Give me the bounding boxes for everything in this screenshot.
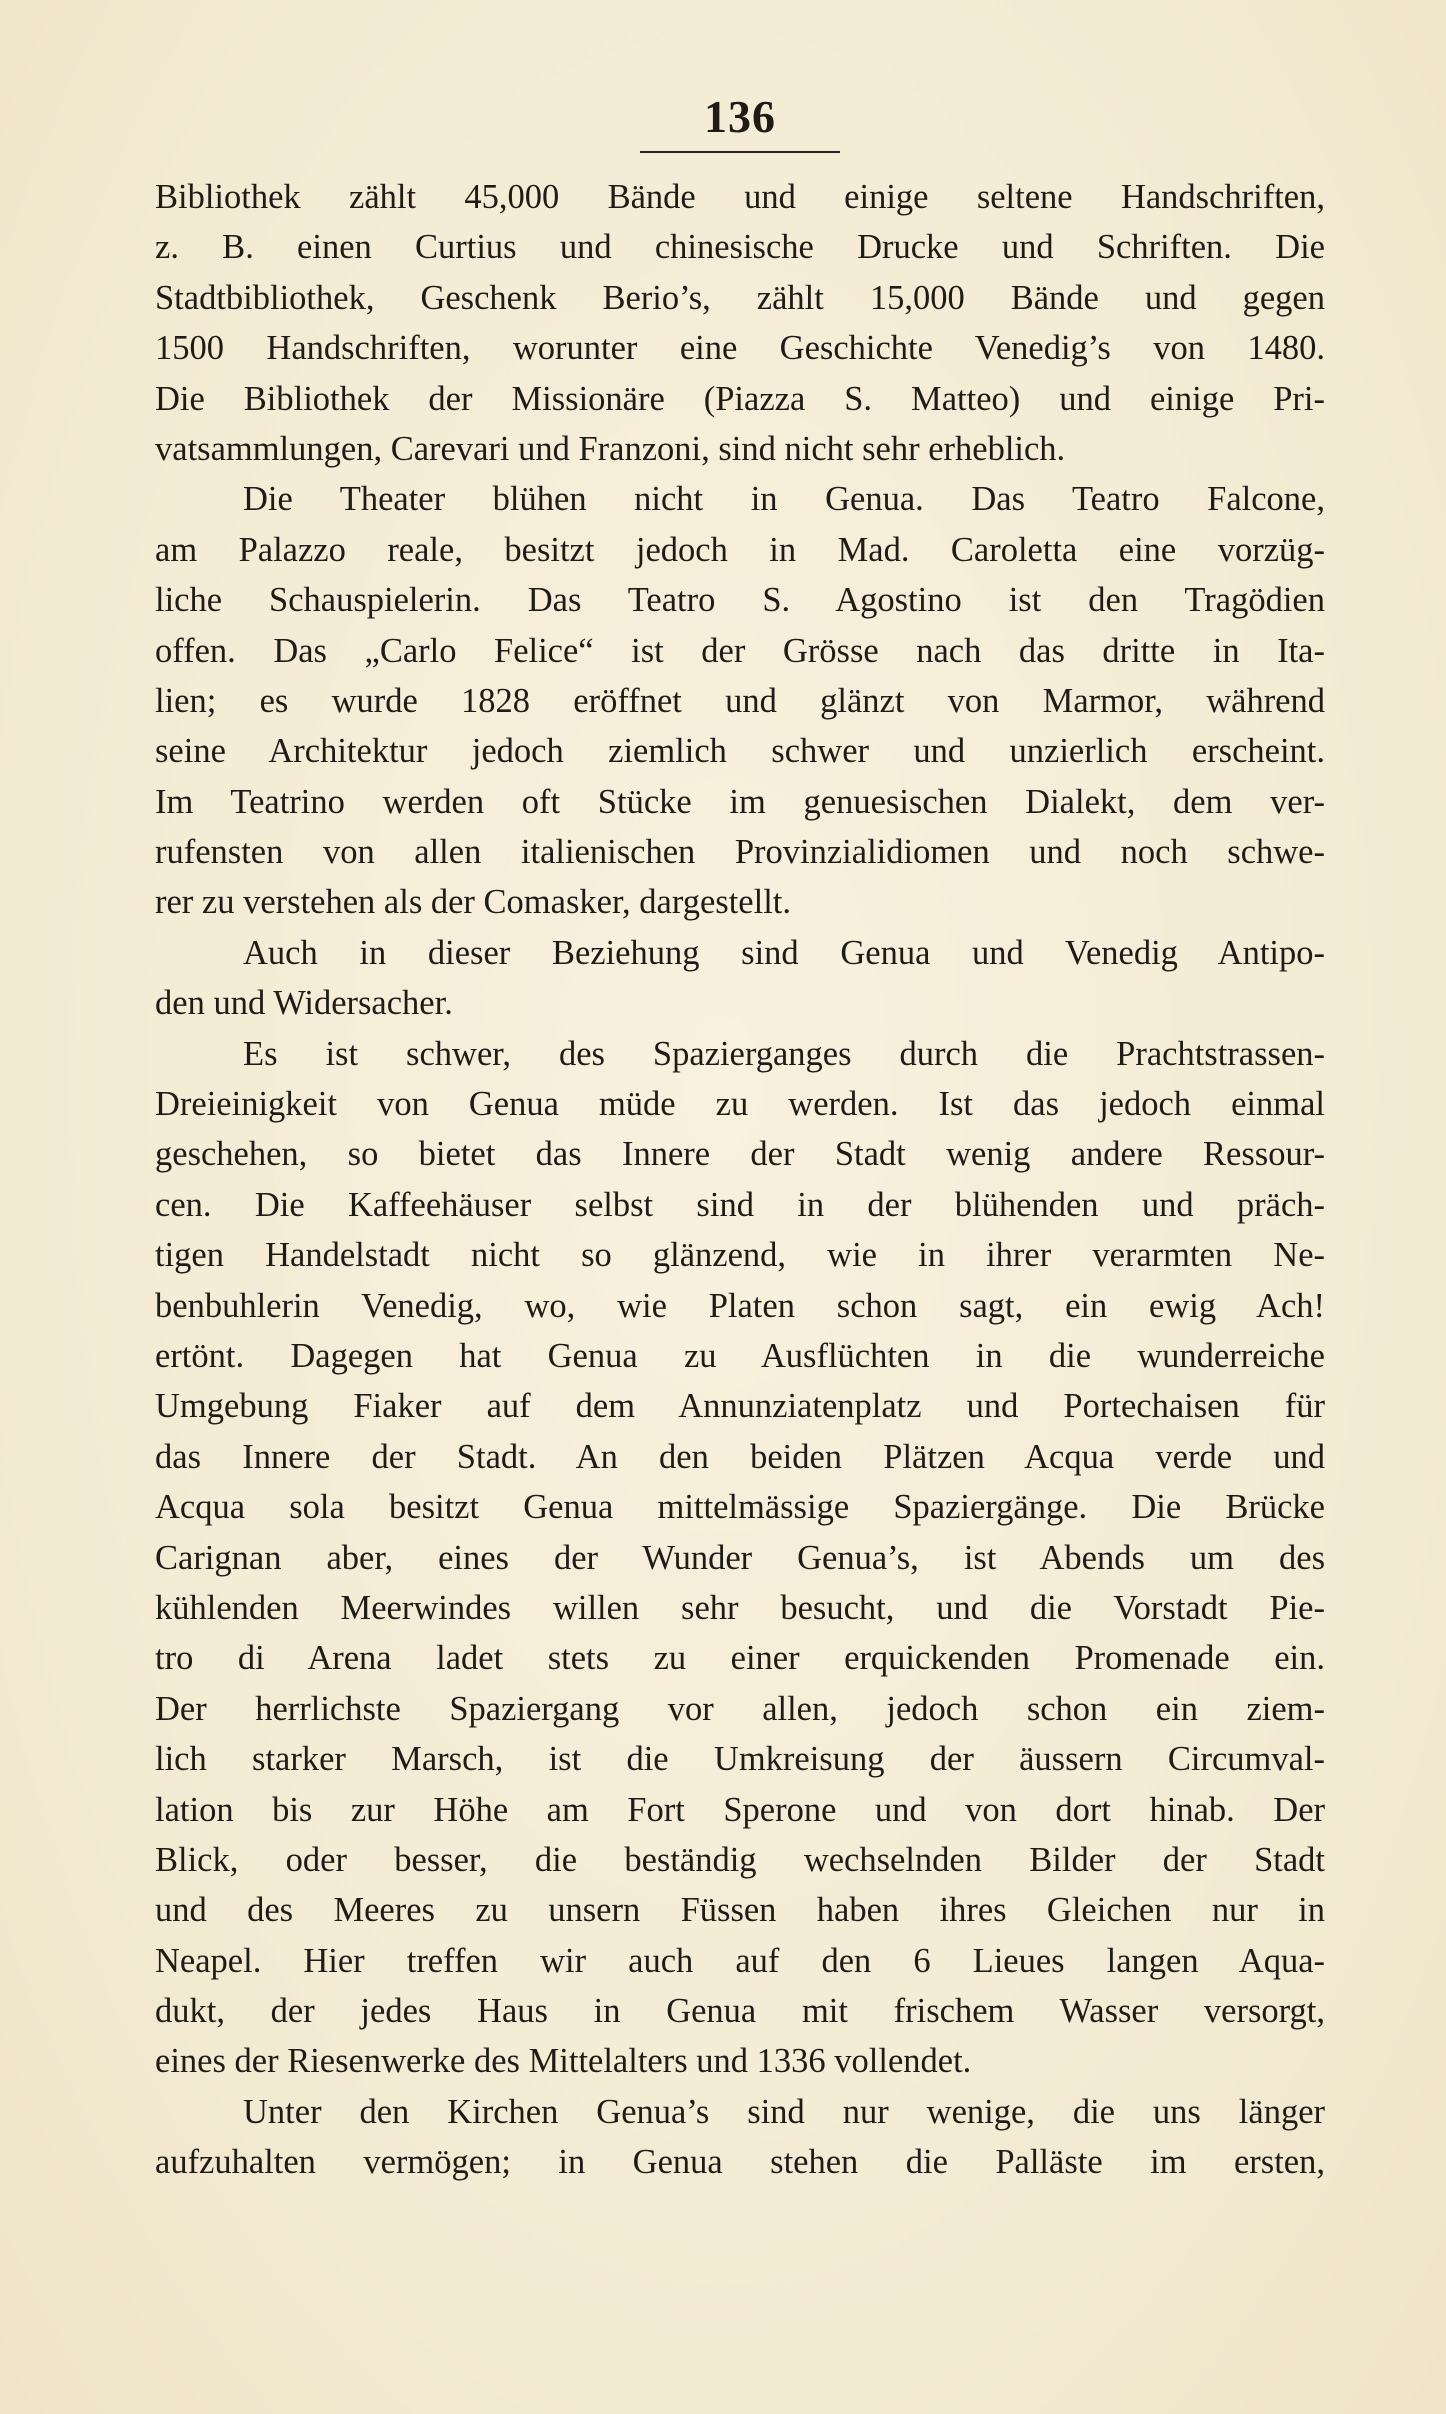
text-line: Der herrlichste Spaziergang vor allen, jedoch schon ein ziem-: [155, 1689, 1325, 1728]
text-line: Die Bibliothek der Missionäre (Piazza S. Matteo) und einige Pri-: [155, 379, 1325, 418]
text-line: kühlenden Meerwindes willen sehr besucht, und die Vorstadt Pie-: [155, 1588, 1325, 1627]
text-line: Im Teatrino werden oft Stücke im genuesischen Dialekt, dem ver-: [155, 782, 1325, 821]
text-line: das Innere der Stadt. An den beiden Plätzen Acqua verde und: [155, 1437, 1325, 1476]
text-line: tro di Arena ladet stets zu einer erquickenden Promenade ein.: [155, 1639, 1325, 1678]
text-line: Umgebung Fiaker auf dem Annunziatenplatz und Portechaisen für: [155, 1387, 1325, 1426]
text-line: rufensten von allen italienischen Provinzialidiomen und noch schwe-: [155, 833, 1325, 872]
text-line: Blick, oder besser, die beständig wechselnden Bilder der Stadt: [155, 1840, 1325, 1879]
text-line: Bibliothek zählt 45,000 Bände und einige seltene Handschriften,: [155, 178, 1325, 216]
text-line: benbuhlerin Venedig, wo, wie Platen schon sagt, ein ewig Ach!: [155, 1286, 1325, 1325]
text-line: aufzuhalten vermögen; in Genua stehen die Palläste im ersten,: [155, 2143, 1325, 2182]
text-line: am Palazzo reale, besitzt jedoch in Mad. Caroletta eine vorzüg-: [155, 530, 1325, 569]
text-line: lich starker Marsch, ist die Umkreisung der äussern Circumval-: [155, 1740, 1325, 1779]
text-line: 1500 Handschriften, worunter eine Geschichte Venedig’s von 1480.: [155, 329, 1325, 368]
text-line: Es ist schwer, des Spazierganges durch die Prachtstrassen-: [243, 1034, 1325, 1073]
text-line: tigen Handelstadt nicht so glänzend, wie in ihrer verarmten Ne-: [155, 1236, 1325, 1275]
text-line: liche Schauspielerin. Das Teatro S. Agostino ist den Tragödien: [155, 581, 1325, 620]
text-line: geschehen, so bietet das Innere der Stadt wenig andere Ressour-: [155, 1135, 1325, 1174]
text-line: und des Meeres zu unsern Füssen haben ihres Gleichen nur in: [155, 1891, 1325, 1930]
text-line: cen. Die Kaffeehäuser selbst sind in der blühenden und präch-: [155, 1185, 1325, 1224]
text-line: lien; es wurde 1828 eröffnet und glänzt von Marmor, während: [155, 681, 1325, 720]
text-line: Unter den Kirchen Genua’s sind nur wenige, die uns länger: [243, 2092, 1325, 2131]
header-rule: [640, 151, 840, 153]
text-line: seine Architektur jedoch ziemlich schwer und unzierlich erscheint.: [155, 732, 1325, 771]
text-line: Auch in dieser Beziehung sind Genua und Venedig Antipo-: [243, 933, 1325, 972]
text-line: lation bis zur Höhe am Fort Sperone und von dort hinab. Der: [155, 1790, 1325, 1829]
text-line: offen. Das „Carlo Felice“ ist der Grösse nach das dritte in Ita-: [155, 631, 1325, 670]
text-line: Die Theater blühen nicht in Genua. Das Teatro Falcone,: [243, 480, 1325, 519]
text-line: Neapel. Hier treffen wir auch auf den 6 Lieues langen Aqua-: [155, 1941, 1325, 1980]
text-line: vatsammlungen, Carevari und Franzoni, sind nicht sehr erheblich.: [155, 429, 1066, 468]
text-line: rer zu verstehen als der Comasker, dargestellt.: [155, 883, 791, 922]
text-line: dukt, der jedes Haus in Genua mit frischem Wasser versorgt,: [155, 1992, 1325, 2031]
text-line: Stadtbibliothek, Geschenk Berio’s, zählt 15,000 Bände und gegen: [155, 278, 1325, 317]
page-number: 136: [704, 91, 776, 142]
text-line: Carignan aber, eines der Wunder Genua’s, ist Abends um des: [155, 1538, 1325, 1577]
text-line: den und Widersacher.: [155, 984, 453, 1023]
text-line: Acqua sola besitzt Genua mittelmässige Spaziergänge. Die Brücke: [155, 1488, 1325, 1527]
body-text: [155, 172, 1325, 2188]
text-line: ertönt. Dagegen hat Genua zu Ausflüchten in die wunderreiche: [155, 1336, 1325, 1375]
text-line: Dreieinigkeit von Genua müde zu werden. Ist das jedoch einmal: [155, 1085, 1325, 1124]
text-line: eines der Riesenwerke des Mittelalters und 1336 vollendet.: [155, 2042, 972, 2081]
text-line: z. B. einen Curtius und chinesische Drucke und Schriften. Die: [155, 228, 1325, 267]
